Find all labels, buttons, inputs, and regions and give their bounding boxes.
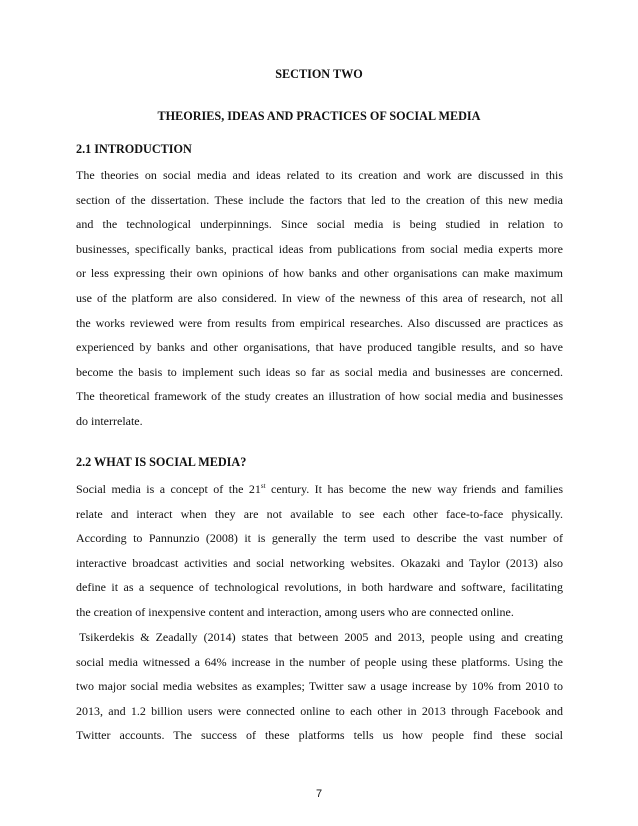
text-line: become the basis to implement such ideas so far as social media and businesses are concerned.	[76, 364, 563, 379]
text-line	[76, 477, 563, 502]
text-line: section of the dissertation. These include the factors that led to the creation of this new media	[76, 192, 563, 207]
text-line: businesses, specifically banks, practical ideas from publications from social media experts more	[76, 241, 563, 256]
intro-paragraph	[76, 163, 563, 434]
what-is-paragraph-1	[76, 477, 563, 625]
text-line: two major social media websites as examples; Twitter saw a usage increase by 10% from 2010 to	[76, 679, 563, 694]
ordinal-suffix: st	[260, 482, 266, 490]
text-line: The theoretical framework of the study creates an illustration of how social media and businesses	[76, 389, 563, 404]
text-line: 2013, and 1.2 billion users were connected online to each other in 2013 through Facebook and	[76, 703, 563, 718]
text-line: interactive broadcast activities and social networking websites. Okazaki and Taylor (2013) also	[76, 555, 563, 570]
text-line: the creation of inexpensive content and interaction, among users who are connected online.	[76, 604, 514, 619]
section-title: THEORIES, IDEAS AND PRACTICES OF SOCIAL MEDIA	[157, 109, 481, 123]
text-line: relate and interact when they are not available to see each other face-to-face physically.	[76, 506, 563, 521]
text-line: Twitter accounts. The success of these platforms tells us how people find these social	[76, 728, 563, 743]
text-line: use of the platform are also considered. In view of the newness of this area of research, not all	[76, 290, 563, 305]
text-line: The theories on social media and ideas related to its creation and work are discussed in this	[76, 168, 563, 182]
text-line: social media witnessed a 64% increase in the number of people using these platforms. Using the	[76, 654, 563, 669]
section-label: SECTION TWO	[275, 67, 363, 81]
text-fragment: Social media is a concept of the 21	[76, 482, 261, 496]
text-line: According to Pannunzio (2008) it is generally the term used to describe the vast number of	[76, 531, 563, 546]
text-line: Tsikerdekis & Zeadally (2014) states that between 2005 and 2013, people using and creating	[79, 630, 563, 644]
what-is-heading: 2.2 WHAT IS SOCIAL MEDIA?	[76, 455, 247, 469]
text-line: the works reviewed were from results from empirical researches. Also discussed are practices as	[76, 315, 563, 330]
intro-heading: 2.1 INTRODUCTION	[76, 142, 192, 156]
text-line: define it as a sequence of technological revolutions, in both hardware and software, facilitating	[76, 580, 563, 595]
text-fragment: century. It has become the new way friends and families	[265, 482, 563, 496]
text-line: experienced by banks and other organisations, that have produced tangible results, and so have	[76, 340, 563, 355]
text-line: or less expressing their own opinions of how banks and other organisations can make maximum	[76, 266, 563, 281]
page-number: 7	[315, 788, 323, 800]
what-is-paragraph-2	[76, 625, 563, 748]
text-line: do interrelate.	[76, 413, 143, 428]
text-line: and the technological underpinnings. Since social media is being studied in relation to	[76, 217, 563, 232]
